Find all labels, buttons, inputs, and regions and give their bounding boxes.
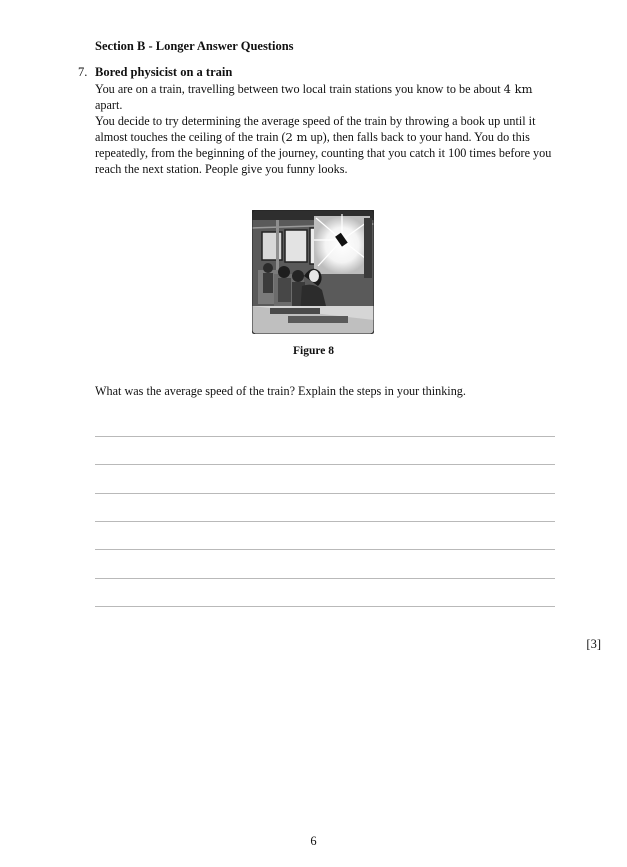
answer-line[interactable] bbox=[95, 521, 555, 522]
answer-line[interactable] bbox=[95, 606, 555, 607]
question-number: 7. bbox=[78, 65, 88, 79]
height-value: 2 m bbox=[285, 130, 308, 144]
distance-value: 4 km bbox=[503, 82, 533, 96]
para2-text-end: up), then falls back to your hand. You do this repeatedly, from the beginning of the journey, counting that you catch it 100 times before you reach the next station. People give you funny looks. bbox=[95, 130, 552, 176]
answer-line[interactable] bbox=[95, 549, 555, 550]
para1-text: You are on a train, travelling between two local train stations you know to be about bbox=[95, 82, 504, 96]
train-illustration bbox=[252, 210, 374, 334]
question-title: Bored physicist on a train bbox=[95, 65, 233, 79]
figure-caption: Figure 8 bbox=[293, 345, 334, 357]
question-paragraph-1 bbox=[95, 81, 557, 113]
answer-line[interactable] bbox=[95, 436, 555, 437]
para1-text-end: apart. bbox=[95, 98, 123, 112]
answer-line[interactable] bbox=[95, 493, 555, 494]
answer-line[interactable] bbox=[95, 464, 555, 465]
marks-label: [3] bbox=[586, 637, 601, 651]
question-prompt: What was the average speed of the train? Explain the steps in your thinking. bbox=[95, 384, 466, 398]
question-body bbox=[95, 81, 557, 177]
page-number: 6 bbox=[310, 834, 317, 848]
answer-line[interactable] bbox=[95, 578, 555, 579]
para2-text: You decide to try determining the average speed of the train by throwing a book up until it almost touches the ceiling of the train ( bbox=[95, 114, 536, 144]
question-paragraph-2 bbox=[95, 113, 557, 177]
section-title: Section B - Longer Answer Questions bbox=[95, 39, 294, 53]
